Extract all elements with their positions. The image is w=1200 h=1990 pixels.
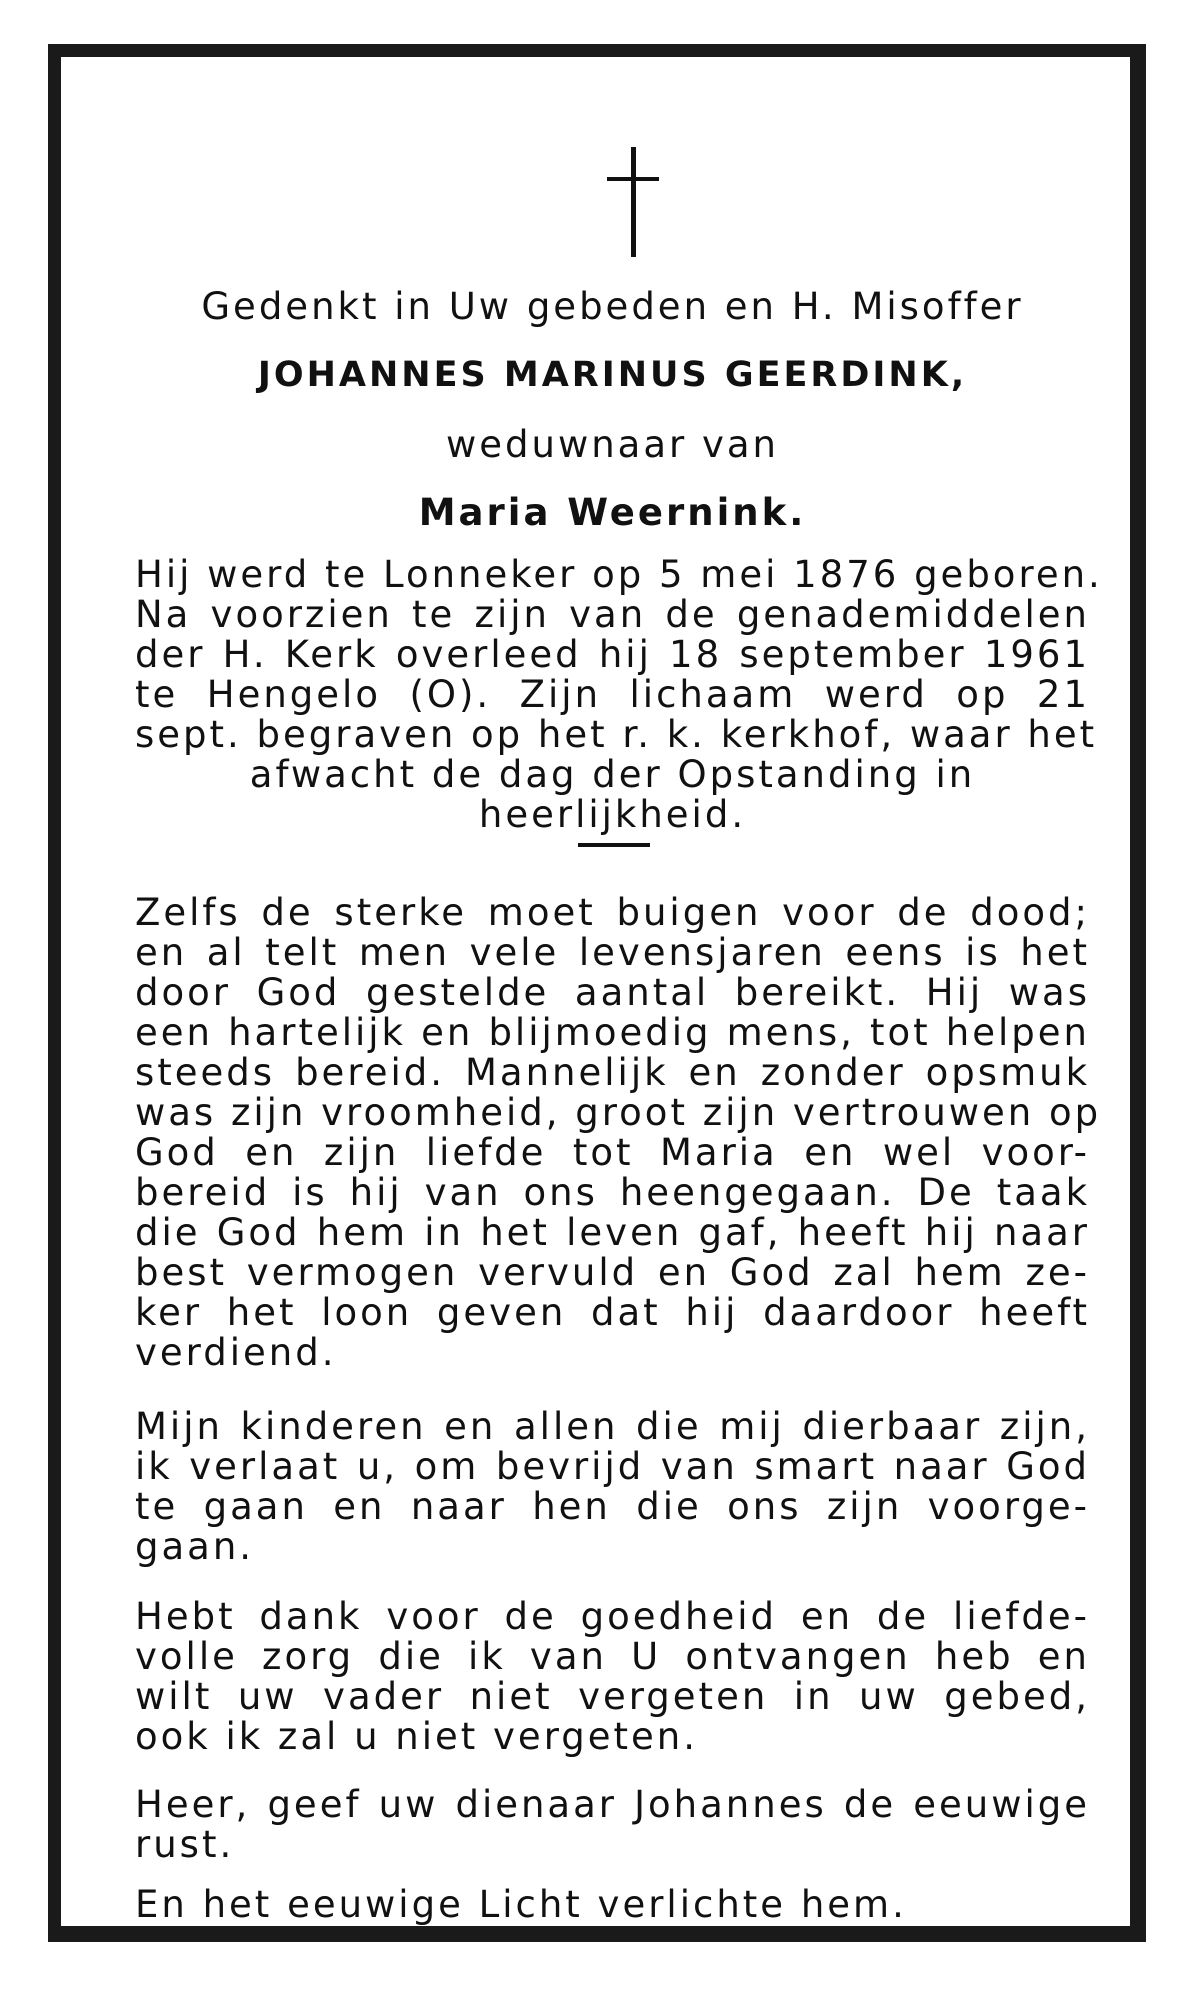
text-line: was zijn vroomheid, groot zijn vertrouwen op <box>135 1091 1102 1134</box>
widower-of-line: weduwnaar van <box>445 423 779 466</box>
bio-line: sept. begraven op het r. k. kerkhof, waar het <box>135 713 1098 756</box>
bio-line: Hij werd te Lonneker op 5 mei 1876 geboren. <box>135 553 1103 596</box>
text-line: ker het loon geven dat hij daardoor heeft <box>135 1291 1090 1334</box>
spouse-name: Maria Weernink. <box>418 491 807 534</box>
text-line: bereid is hij van ons heengegaan. De taak <box>135 1171 1090 1214</box>
prayer-line: Heer, geef uw dienaar Johannes de eeuwige <box>135 1783 1090 1826</box>
text-line: een hartelijk en blijmoedig mens, tot helpen <box>135 1011 1090 1054</box>
text-line: steeds bereid. Mannelijk en zonder opsmuk <box>135 1051 1090 1094</box>
text-line: en al telt men vele levensjaren eens is het <box>135 931 1090 974</box>
text-line: gaan. <box>135 1525 255 1568</box>
text-line: te gaan en naar hen die ons zijn voorge- <box>135 1485 1090 1528</box>
text-line: die God hem in het leven gaf, heeft hij naar <box>135 1211 1090 1254</box>
deceased-name: JOHANNES MARINUS GEERDINK, <box>257 355 968 395</box>
prayer-line: rust. <box>135 1823 235 1866</box>
text-line: ook ik zal u niet vergeten. <box>135 1715 698 1758</box>
bio-line: afwacht de dag der Opstanding in <box>249 753 976 796</box>
bio-line: te Hengelo (O). Zijn lichaam werd op 21 <box>135 673 1090 716</box>
section-divider <box>578 843 650 847</box>
card-content <box>75 73 1116 1926</box>
bio-line: der H. Kerk overleed hij 18 september 1961 <box>135 633 1090 676</box>
closing-line: En het eeuwige Licht verlichte hem. <box>135 1883 907 1926</box>
text-line: Mijn kinderen en allen die mij dierbaar zijn, <box>135 1405 1090 1448</box>
text-line: ik verlaat u, om bevrijd van smart naar God <box>135 1445 1090 1488</box>
bio-line: heerlijkheid. <box>478 793 747 836</box>
memorial-card <box>48 44 1146 1942</box>
bio-line: Na voorzien te zijn van de genademiddelen <box>135 593 1090 636</box>
text-line: Hebt dank voor de goedheid en de liefde- <box>135 1595 1090 1638</box>
text-line: wilt uw vader niet vergeten in uw gebed, <box>135 1675 1090 1718</box>
text-line: door God gestelde aantal bereikt. Hij was <box>135 971 1090 1014</box>
text-line: God en zijn liefde tot Maria en wel voor- <box>135 1131 1090 1174</box>
text-line: verdiend. <box>135 1331 337 1374</box>
text-line: volle zorg die ik van U ontvangen heb en <box>135 1635 1090 1678</box>
cross-icon <box>607 147 659 257</box>
text-line: best vermogen vervuld en God zal hem ze- <box>135 1251 1090 1294</box>
invocation-line: Gedenkt in Uw gebeden en H. Misoffer <box>201 285 1024 328</box>
text-line: Zelfs de sterke moet buigen voor de dood; <box>135 891 1090 934</box>
